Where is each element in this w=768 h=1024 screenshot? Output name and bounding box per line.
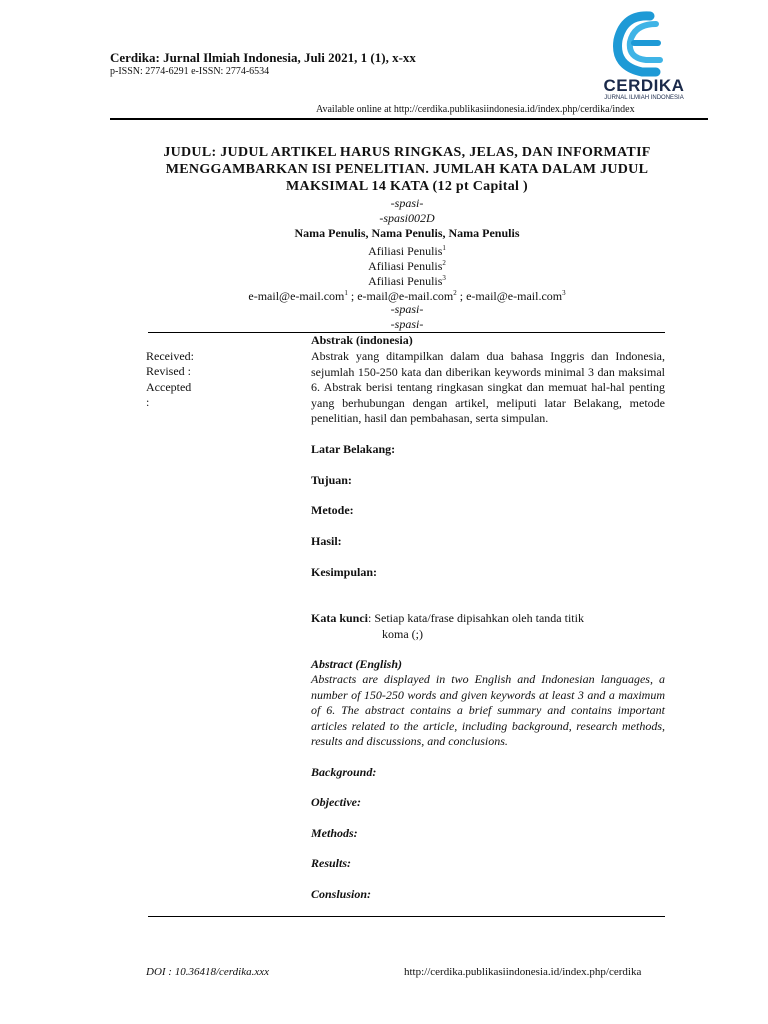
results-label: Results: xyxy=(311,856,352,870)
journal-title: Cerdika: Jurnal Ilmiah Indonesia, Juli 2021, 1 (1), x-xx xyxy=(110,50,416,65)
logo-subtitle: JURNAL ILMIAH INDONESIA xyxy=(604,95,684,101)
article-title: JUDUL: JUDUL ARTIKEL HARUS RINGKAS, JELAS, DAN INFORMATIF MENGGAMBARKAN ISI PENELITIAN. JUMLAH KATA DALAM JUDUL MAKSIMAL 14 KATA (12 pt Capital ) xyxy=(163,145,651,194)
kata-kunci: Kata kunci: Setiap kata/frase dipisahkan oleh tanda titik xyxy=(311,611,584,625)
tujuan-label: Tujuan: xyxy=(311,473,352,487)
metode-label: Metode: xyxy=(311,503,354,517)
received-label: Received: xyxy=(146,349,194,363)
author-names: Nama Penulis, Nama Penulis, Nama Penulis xyxy=(294,226,520,240)
revised-label: Revised : xyxy=(146,364,191,378)
conclusion-label: Conslusion: xyxy=(311,887,372,901)
affiliation-2: Afiliasi Penulis$^2$ xyxy=(368,259,446,273)
email-1[interactable]: e-mail@e-mail.com xyxy=(248,289,345,303)
header-divider xyxy=(110,118,708,120)
hasil-label: Hasil: xyxy=(311,534,342,548)
footer-url[interactable]: http://cerdika.publikasiindonesia.id/index.php/cerdika xyxy=(404,966,642,978)
footer-divider xyxy=(148,916,665,917)
spacer-2: -spasi002D xyxy=(379,211,435,225)
cerdika-e-icon xyxy=(590,10,700,80)
doi: DOI : 10.36418/cerdika.xxx xyxy=(146,966,269,978)
logo-name: CERDIKA xyxy=(603,76,685,95)
abstrak-heading: Abstrak (indonesia) xyxy=(311,333,413,347)
accepted-colon: : xyxy=(146,395,150,409)
kesimpulan-label: Kesimpulan: xyxy=(311,565,378,579)
author-emails: e-mail@e-mail.com$^1$ ; e-mail@e-mail.com$^2$ ; e-mail@e-mail.com$^3$ xyxy=(248,289,566,303)
abstract-heading: Abstract (English) xyxy=(311,657,403,671)
issn-line: p-ISSN: 2774-6291 e-ISSN: 2774-6534 xyxy=(110,66,270,77)
background-label: Background: xyxy=(311,765,377,779)
latar-belakang-label: Latar Belakang: xyxy=(311,442,396,456)
objective-label: Objective: xyxy=(311,795,361,809)
email-3[interactable]: e-mail@e-mail.com xyxy=(466,289,563,303)
accepted-label: Accepted xyxy=(146,380,192,394)
abstrak-body: Abstrak yang ditampilkan dalam dua bahasa Inggris dan Indonesia, sejumlah 150-250 kata dan diberikan keywords minimal 3 dan maksimal 6. Abstrak berisi tentang ringkasan singkat dan memuat hal-hal penting yang berhubungan dengan artikel, meliputi latar Belakang, metode penelitian, hasil dan pembahasan, serta simpulan. xyxy=(311,349,665,425)
spacer-3: -spasi- xyxy=(390,302,424,316)
kata-kunci-continuation: koma (;) xyxy=(382,627,423,641)
abstract-body: Abstracts are displayed in two English and Indonesian languages, a number of 150-250 words and given keywords at least 3 and a maximum of 6. The abstract contains a brief summary and contains important articles related to the article, including background, research methods, results and discussions, and conclusions. xyxy=(311,672,665,748)
email-2[interactable]: e-mail@e-mail.com xyxy=(357,289,454,303)
affiliation-3: Afiliasi Penulis$^3$ xyxy=(368,274,446,288)
affiliation-1: Afiliasi Penulis$^1$ xyxy=(368,244,446,258)
methods-label: Methods: xyxy=(311,826,358,840)
available-online-link[interactable]: Available online at http://cerdika.publikasiindonesia.id/index.php/cerdika/index xyxy=(316,104,635,115)
spacer-4: -spasi- xyxy=(390,317,424,331)
spacer-1: -spasi- xyxy=(390,196,424,210)
